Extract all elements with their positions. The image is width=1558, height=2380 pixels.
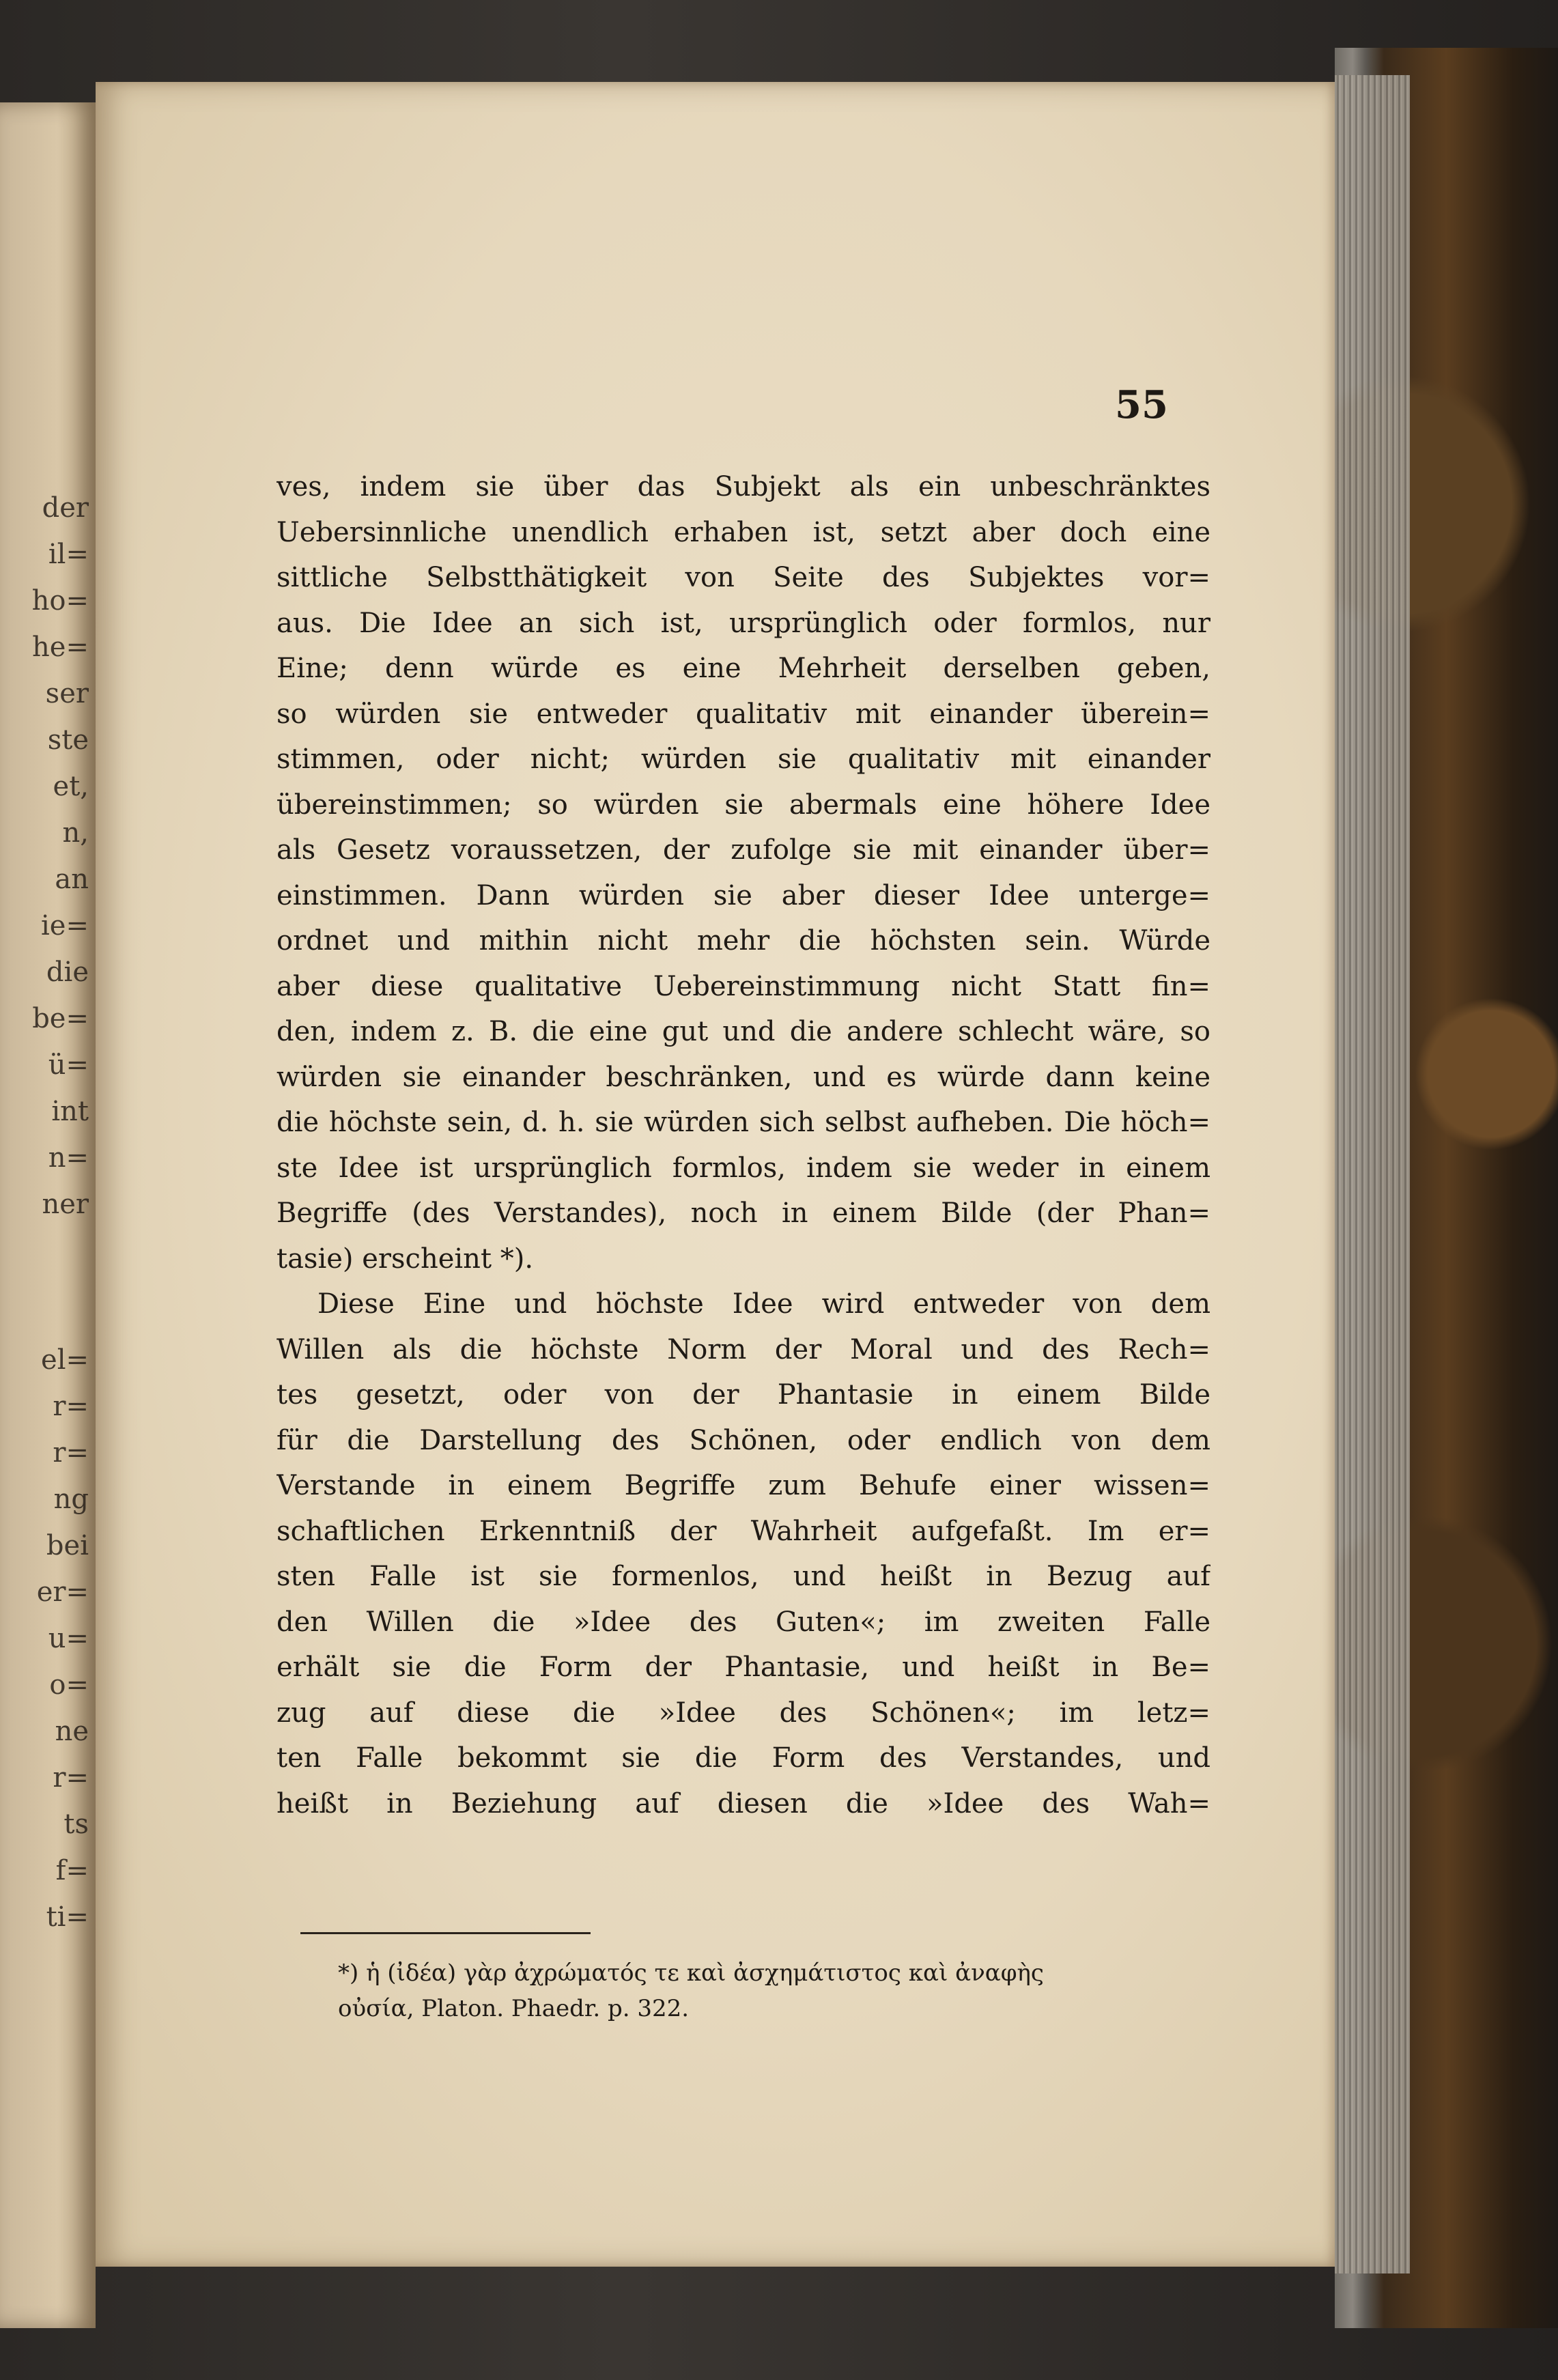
left-fragment: he= — [32, 632, 89, 663]
left-page-edge — [0, 102, 96, 2328]
text-line: als Gesetz voraussetzen, der zufolge sie mit einander über= — [277, 834, 1210, 866]
text-line: für die Darstellung des Schönen, oder endlich von dem — [277, 1424, 1210, 1456]
text-line: heißt in Beziehung auf diesen die »Idee des Wah= — [277, 1787, 1210, 1819]
left-fragment: der — [42, 492, 89, 524]
left-fragment: el= — [41, 1344, 89, 1376]
left-fragment: ste — [47, 724, 89, 756]
left-fragment: u= — [48, 1623, 89, 1654]
left-fragment: ti= — [46, 1901, 89, 1933]
text-line: würden sie einander beschränken, und es würde dann keine — [277, 1061, 1210, 1093]
text-line: ten Falle bekommt sie die Form des Verstandes, und — [277, 1742, 1210, 1774]
left-fragment: ser — [45, 678, 89, 709]
left-fragment: ie= — [41, 910, 89, 941]
text-line: einstimmen. Dann würden sie aber dieser Idee unterge= — [277, 879, 1210, 911]
left-fragment: an — [55, 864, 89, 895]
text-line: Willen als die höchste Norm der Moral und des Rech= — [277, 1333, 1210, 1365]
text-line: sten Falle ist sie formenlos, und heißt in Bezug auf — [277, 1561, 1210, 1592]
left-fragment: ng — [53, 1484, 89, 1515]
left-fragment: bei — [46, 1530, 89, 1561]
text-line: ste Idee ist ursprünglich formlos, indem sie weder in einem — [277, 1152, 1210, 1184]
left-fragment: be= — [32, 1003, 89, 1034]
left-fragment: il= — [48, 539, 89, 570]
left-fragment: r= — [53, 1437, 89, 1469]
text-line: ves, indem sie über das Subjekt als ein unbeschränktes — [277, 471, 1210, 502]
left-fragment: ne — [55, 1716, 89, 1747]
footnote-rule — [300, 1932, 591, 1934]
page-body-text — [277, 464, 1210, 1826]
left-fragment: n= — [48, 1142, 89, 1174]
left-fragment: n, — [62, 817, 89, 849]
text-line: den, indem z. B. die eine gut und die andere schlecht wäre, so — [277, 1016, 1210, 1047]
text-line: schaftlichen Erkenntniß der Wahrheit aufgefaßt. Im er= — [277, 1515, 1210, 1547]
text-line: aber diese qualitative Uebereinstimmung nicht Statt fin= — [277, 970, 1210, 1002]
text-line: übereinstimmen; so würden sie abermals eine höhere Idee — [277, 789, 1210, 821]
left-fragment: ü= — [48, 1049, 89, 1081]
text-line: so würden sie entweder qualitativ mit einander überein= — [277, 698, 1210, 730]
left-page-text-fragments — [0, 485, 89, 1940]
left-fragment: er= — [36, 1576, 89, 1608]
text-line: die höchste sein, d. h. sie würden sich selbst aufheben. Die höch= — [277, 1107, 1210, 1138]
left-fragment: r= — [53, 1762, 89, 1794]
footnote — [338, 1955, 1212, 2026]
text-line: Uebersinnliche unendlich erhaben ist, setzt aber doch eine — [277, 516, 1210, 548]
left-fragment: ner — [42, 1189, 89, 1220]
left-fragment-gap — [0, 1228, 89, 1337]
left-fragment: ts — [63, 1809, 89, 1840]
text-line: Eine; denn würde es eine Mehrheit derselben geben, — [277, 653, 1210, 684]
text-line: erhält sie die Form der Phantasie, und heißt in Be= — [277, 1652, 1210, 1683]
page-number: 55 — [1115, 382, 1168, 427]
footnote-line: οὐσία, Platon. Phaedr. p. 322. — [338, 1995, 690, 2022]
text-line: ordnet und mithin nicht mehr die höchsten sein. Würde — [277, 925, 1210, 957]
text-line: zug auf diese die »Idee des Schönen«; im letz= — [277, 1697, 1210, 1729]
left-fragment: int — [51, 1096, 89, 1127]
text-line: tes gesetzt, oder von der Phantasie in einem Bilde — [277, 1379, 1210, 1411]
left-fragment: r= — [53, 1391, 89, 1422]
footnote-line: *) ἡ (ἰδέα) γὰρ ἀχρώματός τε καὶ ἀσχημάτιστος καὶ ἀναφὴς — [338, 1959, 1044, 1987]
left-fragment: die — [46, 957, 89, 988]
page-block-edge — [1335, 75, 1410, 2273]
left-fragment: f= — [55, 1855, 89, 1886]
text-line: Diese Eine und höchste Idee wird entweder von dem — [317, 1288, 1210, 1320]
book-page — [96, 82, 1335, 2267]
text-line: Begriffe (des Verstandes), noch in einem Bilde (der Phan= — [277, 1198, 1210, 1229]
text-line: sittliche Selbstthätigkeit von Seite des Subjektes vor= — [277, 562, 1210, 593]
left-fragment: ho= — [31, 585, 89, 617]
left-fragment: o= — [49, 1669, 89, 1701]
text-line: den Willen die »Idee des Guten«; im zweiten Falle — [277, 1606, 1210, 1638]
text-line: aus. Die Idee an sich ist, ursprünglich oder formlos, nur — [277, 607, 1210, 639]
text-line: Verstande in einem Begriffe zum Behufe einer wissen= — [277, 1470, 1210, 1501]
text-line: tasie) erscheint *). — [277, 1243, 534, 1275]
left-fragment: et, — [53, 771, 89, 802]
text-line: stimmen, oder nicht; würden sie qualitativ mit einander — [277, 743, 1210, 775]
